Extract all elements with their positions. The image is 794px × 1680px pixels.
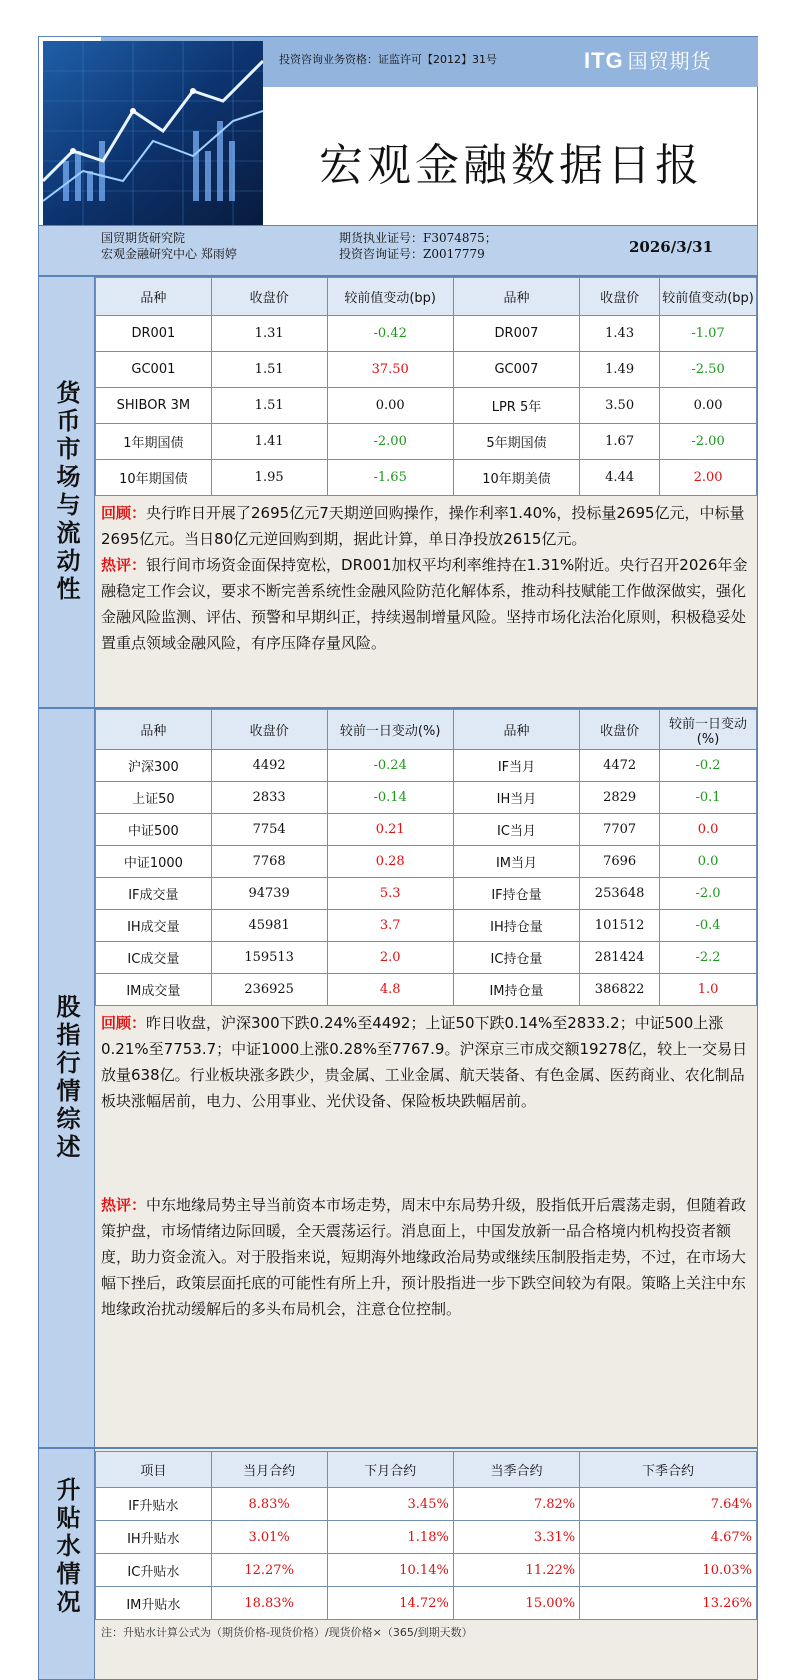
- cell-name: 1年期国债: [96, 424, 212, 460]
- cell-name: LPR 5年: [453, 388, 579, 424]
- money-content: [95, 277, 757, 656]
- cell-change: -0.42: [327, 316, 453, 352]
- table-row: [96, 352, 757, 388]
- table-row: [96, 460, 757, 496]
- cell-close: 159513: [211, 942, 327, 974]
- cell-change: 0.00: [660, 388, 757, 424]
- index-side-label: 股指行情综述: [39, 709, 95, 1447]
- col-header: 较前值变动(bp): [660, 278, 757, 316]
- cell-close: 1.41: [211, 424, 327, 460]
- cell-name: IC当月: [453, 814, 579, 846]
- table-row: [96, 974, 757, 1006]
- cell-close: 281424: [580, 942, 660, 974]
- cell-next-quarter: 13.26%: [580, 1587, 757, 1620]
- cell-next-month: 14.72%: [327, 1587, 453, 1620]
- cell-change: -2.50: [660, 352, 757, 388]
- col-header: 品种: [453, 278, 579, 316]
- cell-change: 2.0: [327, 942, 453, 974]
- cell-change: 37.50: [327, 352, 453, 388]
- comment-text: 银行间市场资金面保持宽松，DR001加权平均利率维持在1.31%附近。央行召开2026年金融稳定工作会议，要求不断完善系统性金融风险防范化解体系，推动科技赋能工作做深做实，强化金融风险监测、评估、预警和早期纠正，持续遏制增量风险。坚持市场化法治化原则，积极稳妥处置重点领域金融风险，有序压降存量风险。: [101, 556, 748, 652]
- table-row: [96, 782, 757, 814]
- cell-name: IH持仓量: [453, 910, 579, 942]
- comment-text: 中东地缘局势主导当前资本市场走势，周末中东局势升级，股指低开后震荡走弱，但随着政策护盘，市场情绪边际回暖，全天震荡运行。消息面上，中国发放新一品合格境内机构投资者额度，助力资金流入。对于股指来说，短期海外地缘政治局势或继续压制股指走势，不过，在市场大幅下挫后，政策层面托底的可能性有所上升，预计股指进一步下跌空间较为有限。策略上关注中东地缘政治扰动缓解后的多头布局机会，注意仓位控制。: [101, 1196, 747, 1318]
- author-name: 宏观金融研究中心 郑雨婷: [101, 247, 237, 261]
- basis-header-row: [96, 1452, 757, 1488]
- review-text: 昨日收盘，沪深300下跌0.24%至4492；上证50下跌0.14%至2833.2；中证500上涨0.21%至7753.7；中证1000上涨0.28%至7767.9。沪深京三市成交额19278亿，较上一交易日放量638亿。行业板块涨多跌少，贵金属、工业金属、航天装备、有色金属、医药商业、农化制品板块涨幅居前，电力、公用事业、光伏设备、保险板块跌幅居前。: [101, 1014, 748, 1110]
- cell-close: 7768: [211, 846, 327, 878]
- cell-close: 94739: [211, 878, 327, 910]
- cell-close: 4.44: [580, 460, 660, 496]
- report-date: 2026/3/31: [629, 238, 714, 256]
- cell-name: 上证50: [96, 782, 212, 814]
- index-header-row: [96, 710, 757, 750]
- cell-change: 0.00: [327, 388, 453, 424]
- cell-name: 中证500: [96, 814, 212, 846]
- table-row: [96, 942, 757, 974]
- cell-close: 1.51: [211, 352, 327, 388]
- review-tag: 回顾：: [101, 1014, 147, 1032]
- cell-close: 7707: [580, 814, 660, 846]
- cell-name: IH当月: [453, 782, 579, 814]
- cell-change: -0.14: [327, 782, 453, 814]
- col-header: 当季合约: [453, 1452, 579, 1488]
- table-row: [96, 910, 757, 942]
- cell-change: -1.65: [327, 460, 453, 496]
- cell-change: 2.00: [660, 460, 757, 496]
- cell-close: 386822: [580, 974, 660, 1006]
- report-title: 宏观金融数据日报: [319, 140, 703, 191]
- table-row: [96, 424, 757, 460]
- cell-current-month: 8.83%: [211, 1488, 327, 1521]
- cell-name: IM成交量: [96, 974, 212, 1006]
- review-tag: 回顾：: [101, 504, 147, 522]
- review-text: 央行昨日开展了2695亿元7天期逆回购操作，操作利率1.40%，投标量2695亿元，中标量 2695亿元。当日80亿元逆回购到期，据此计算，单日净投放2615亿元。: [101, 504, 745, 548]
- cell-name: GC007: [453, 352, 579, 388]
- author-info-row: [38, 226, 758, 276]
- cell-current-month: 12.27%: [211, 1554, 327, 1587]
- cell-change: -2.00: [660, 424, 757, 460]
- cell-close: 1.51: [211, 388, 327, 424]
- col-header: 下月合约: [327, 1452, 453, 1488]
- col-header: 项目: [96, 1452, 212, 1488]
- index-comment: [101, 1192, 751, 1322]
- money-market-section: [38, 276, 758, 708]
- cell-close: 101512: [580, 910, 660, 942]
- basis-content: [95, 1451, 757, 1644]
- cell-change: -0.24: [327, 750, 453, 782]
- cell-name: IH成交量: [96, 910, 212, 942]
- cell-close: 7754: [211, 814, 327, 846]
- cell-name: IF当月: [453, 750, 579, 782]
- finance-chart-image: [43, 41, 263, 225]
- money-table: [95, 277, 757, 496]
- cell-change: 0.28: [327, 846, 453, 878]
- index-commentary: [95, 1006, 757, 1322]
- col-header: 品种: [96, 278, 212, 316]
- table-row: [96, 1554, 757, 1587]
- cell-next-month: 10.14%: [327, 1554, 453, 1587]
- cell-change: -1.07: [660, 316, 757, 352]
- cell-name: 5年期国债: [453, 424, 579, 460]
- cell-name: IC升贴水: [96, 1554, 212, 1587]
- company-logo: [584, 45, 712, 74]
- cell-change: 0.0: [660, 846, 757, 878]
- cell-name: DR001: [96, 316, 212, 352]
- cell-change: -0.2: [660, 750, 757, 782]
- col-header: 收盘价: [580, 710, 660, 750]
- org-info: [101, 230, 237, 262]
- index-review: [101, 1010, 751, 1114]
- cell-name: IF升贴水: [96, 1488, 212, 1521]
- table-row: [96, 388, 757, 424]
- cell-current-month: 3.01%: [211, 1521, 327, 1554]
- col-header: 收盘价: [211, 278, 327, 316]
- col-header: 较前值变动(bp): [327, 278, 453, 316]
- table-row: [96, 846, 757, 878]
- cell-change: -0.1: [660, 782, 757, 814]
- comment-tag: 热评：: [101, 556, 147, 574]
- org-name: 国贸期货研究院: [101, 231, 186, 245]
- table-row: [96, 316, 757, 352]
- cell-close: 1.49: [580, 352, 660, 388]
- col-header: 较前一日变动(%): [327, 710, 453, 750]
- cell-change: -2.0: [660, 878, 757, 910]
- cell-close: 4492: [211, 750, 327, 782]
- cell-name: 10年期美债: [453, 460, 579, 496]
- cell-close: 45981: [211, 910, 327, 942]
- col-header: 品种: [96, 710, 212, 750]
- cell-change: 4.8: [327, 974, 453, 1006]
- cell-change: 0.0: [660, 814, 757, 846]
- cell-close: 1.31: [211, 316, 327, 352]
- cell-close: 253648: [580, 878, 660, 910]
- basis-table: [95, 1451, 757, 1620]
- cert-info: [339, 230, 497, 262]
- col-header: 收盘价: [211, 710, 327, 750]
- cell-name: IF持仓量: [453, 878, 579, 910]
- cell-change: 3.7: [327, 910, 453, 942]
- money-commentary: [95, 496, 757, 656]
- cell-current-quarter: 11.22%: [453, 1554, 579, 1587]
- cell-current-quarter: 7.82%: [453, 1488, 579, 1521]
- cell-close: 7696: [580, 846, 660, 878]
- col-header: 当月合约: [211, 1452, 327, 1488]
- futures-cert: 期货执业证号：F3074875；: [339, 231, 497, 245]
- col-header: 收盘价: [580, 278, 660, 316]
- cell-close: 1.95: [211, 460, 327, 496]
- col-header: 下季合约: [580, 1452, 757, 1488]
- cell-next-quarter: 4.67%: [580, 1521, 757, 1554]
- cell-name: GC001: [96, 352, 212, 388]
- cell-name: 沪深300: [96, 750, 212, 782]
- cell-next-month: 1.18%: [327, 1521, 453, 1554]
- cell-close: 3.50: [580, 388, 660, 424]
- cell-next-month: 3.45%: [327, 1488, 453, 1521]
- cell-name: IM升贴水: [96, 1587, 212, 1620]
- cell-current-month: 18.83%: [211, 1587, 327, 1620]
- money-header-row: [96, 278, 757, 316]
- col-header: 较前一日变动(%): [660, 710, 757, 750]
- cell-name: IC持仓量: [453, 942, 579, 974]
- cell-change: 0.21: [327, 814, 453, 846]
- cell-current-quarter: 15.00%: [453, 1587, 579, 1620]
- table-row: [96, 814, 757, 846]
- cell-current-quarter: 3.31%: [453, 1521, 579, 1554]
- cell-close: 2829: [580, 782, 660, 814]
- basis-note: 注：升贴水计算公式为（期货价格-现货价格）/现货价格×（365/到期天数）: [101, 1626, 473, 1639]
- cell-close: 2833: [211, 782, 327, 814]
- cell-change: 1.0: [660, 974, 757, 1006]
- cell-name: DR007: [453, 316, 579, 352]
- table-row: [96, 1488, 757, 1521]
- table-row: [96, 878, 757, 910]
- cell-next-quarter: 10.03%: [580, 1554, 757, 1587]
- cell-name: IH升贴水: [96, 1521, 212, 1554]
- cell-name: 10年期国债: [96, 460, 212, 496]
- table-row: [96, 1521, 757, 1554]
- cell-name: IF成交量: [96, 878, 212, 910]
- index-table: [95, 709, 757, 1006]
- logo-en: ITG: [584, 48, 624, 73]
- stock-index-section: [38, 708, 758, 1448]
- advisory-cert: 投资咨询证号：Z0017779: [339, 247, 485, 261]
- cell-name: 中证1000: [96, 846, 212, 878]
- col-header: 品种: [453, 710, 579, 750]
- spacer: [101, 1114, 751, 1192]
- money-comment: [101, 552, 751, 656]
- basis-section: [38, 1448, 758, 1680]
- table-row: [96, 1587, 757, 1620]
- cell-change: -2.00: [327, 424, 453, 460]
- report-page: [38, 36, 758, 1680]
- license-text: 投资咨询业务资格：证监许可【2012】31号: [279, 53, 497, 66]
- cell-change: -0.4: [660, 910, 757, 942]
- cell-close: 4472: [580, 750, 660, 782]
- cell-name: IC成交量: [96, 942, 212, 974]
- cell-name: SHIBOR 3M: [96, 388, 212, 424]
- logo-cn: 国贸期货: [627, 51, 712, 73]
- cell-change: 5.3: [327, 878, 453, 910]
- cell-next-quarter: 7.64%: [580, 1488, 757, 1521]
- table-row: [96, 750, 757, 782]
- money-review: [101, 500, 751, 552]
- cell-name: IM当月: [453, 846, 579, 878]
- comment-tag: 热评：: [101, 1196, 147, 1214]
- cell-close: 236925: [211, 974, 327, 1006]
- report-header: [38, 36, 758, 226]
- cell-name: IM持仓量: [453, 974, 579, 1006]
- money-side-label: 货币市场与流动性: [39, 277, 95, 707]
- cell-close: 1.67: [580, 424, 660, 460]
- cell-close: 1.43: [580, 316, 660, 352]
- cell-change: -2.2: [660, 942, 757, 974]
- index-content: [95, 709, 757, 1322]
- basis-side-label: 升贴水情况: [39, 1449, 95, 1679]
